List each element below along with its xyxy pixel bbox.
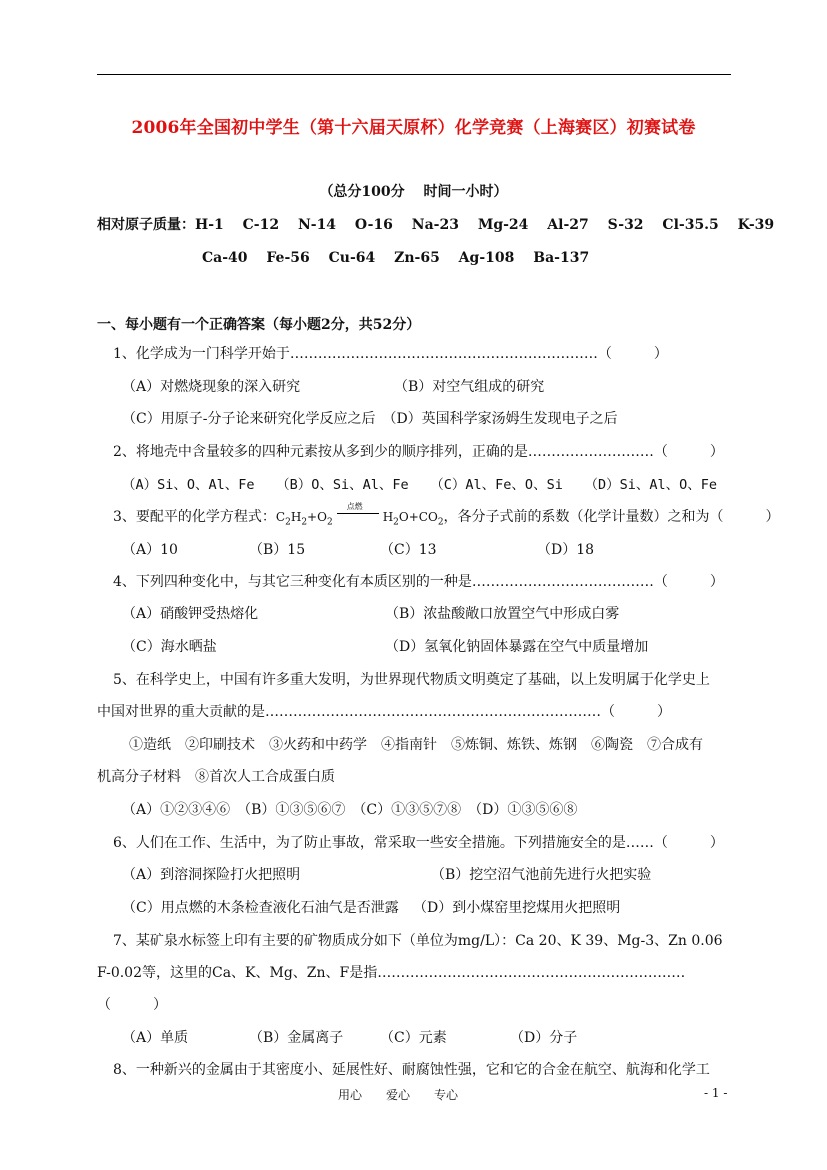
- question-6-option-b: （B）挖空沼气池前先进行火把实验: [431, 867, 652, 883]
- question-7-option-b: （B）金属离子: [249, 1030, 344, 1046]
- question-2-options: （A）Si、O、Al、Fe （B）O、Si、Al、Fe （C）Al、Fe、O、Si （D）Si、Al、O、Fe: [122, 477, 717, 493]
- question-4-option-b: （B）浓盐酸敞口放置空气中形成白雾: [385, 606, 620, 622]
- atomic-mass-line-2: Ca-40 Fe-56 Cu-64 Zn-65 Ag-108 Ba-137: [202, 250, 590, 266]
- question-4-option-a: （A）硝酸钾受热熔化: [122, 606, 259, 622]
- question-3-option-c: （C）13: [380, 542, 437, 558]
- question-4-stem: 4、下列四种变化中，与其它三种变化有本质区别的一种是…………………………………（ ）: [113, 574, 724, 590]
- question-1-option-b: （B）对空气组成的研究: [394, 379, 545, 395]
- question-3-stem-prefix: 3、要配平的化学方程式：: [113, 509, 276, 525]
- question-3-option-a: （A）10: [122, 542, 178, 558]
- question-6-stem: 6、人们在工作、生活中，为了防止事故，常采取一些安全措施。下列措施安全的是……（ ）: [113, 835, 724, 851]
- question-1-stem: 1、化学成为一门科学开始于…………………………………………………………（ ）: [113, 346, 668, 362]
- question-7-option-d: （D）分子: [510, 1030, 578, 1046]
- question-5-options: （A）①②③④⑥ （B）①③⑤⑥⑦ （C）①③⑤⑦⑧ （D）①③⑤⑥⑧: [122, 802, 578, 818]
- page-number: - 1 -: [704, 1086, 728, 1100]
- question-7-stem-line-1: 7、某矿泉水标签上印有主要的矿物质成分如下（单位为mg/L）：Ca 20、K 39、Mg-3、Zn 0.06: [113, 933, 723, 949]
- footer-motto: 用心 爱心 专心: [338, 1088, 459, 1102]
- question-1-option-a: （A）对燃烧现象的深入研究: [122, 379, 301, 395]
- question-3-stem-suffix: ，各分子式前的系数（化学计量数）之和为（ ）: [443, 509, 780, 525]
- question-3-stem: [113, 502, 780, 531]
- header-rule: [97, 74, 731, 75]
- question-7-stem-line-2: F-0.02等，这里的Ca、K、Mg、Zn、F是指…………………………………………………………: [97, 965, 686, 981]
- question-5-stem-line-2: 中国对世界的重大贡献的是………………………………………………………………（ ）: [97, 704, 671, 720]
- question-6-option-d: （D）到小煤窑里挖煤用火把照明: [413, 900, 621, 916]
- reactant-formula: $C_2H_2+O_2$: [275, 510, 333, 528]
- question-8-stem-line-1: 8、一种新兴的金属由于其密度小、延展性好、耐腐蚀性强，它和它的合金在航空、航海和化学工: [113, 1062, 710, 1078]
- question-4-option-d: （D）氢氧化钠固体暴露在空气中质量增加: [385, 639, 649, 655]
- product-formula: $H_2O+CO_2$: [382, 510, 444, 528]
- exam-title: 2006年全国初中学生（第十六届天原杯）化学竞赛（上海赛区）初赛试卷: [131, 118, 696, 138]
- question-1-option-cd: （C）用原子-分子论来研究化学反应之后 （D）英国科学家汤姆生发现电子之后: [122, 411, 618, 427]
- score-time-info: （总分100分 时间一小时）: [319, 184, 508, 200]
- question-6-option-c: （C）用点燃的木条检查液化石油气是否泄露: [122, 900, 399, 916]
- section-heading: 一、每小题有一个正确答案（每小题2分，共52分）: [97, 317, 421, 333]
- question-2-stem: 2、将地壳中含量较多的四种元素按从多到少的顺序排列，正确的是………………………（ ）: [113, 444, 724, 460]
- question-6-option-a: （A）到溶洞探险打火把照明: [122, 867, 301, 883]
- reaction-arrow: [333, 502, 383, 526]
- question-5-items-line-1: ①造纸 ②印刷技术 ③火药和中药学 ④指南针 ⑤炼铜、炼铁、炼钢 ⑥陶瓷 ⑦合成有: [129, 737, 703, 753]
- question-4-option-c: （C）海水晒盐: [122, 639, 217, 655]
- question-7-option-c: （C）元素: [380, 1030, 447, 1046]
- question-3-option-d: （D）18: [537, 542, 595, 558]
- question-5-stem-line-1: 5、在科学史上，中国有许多重大发明，为世界现代物质文明奠定了基础，以上发明属于化学史上: [113, 672, 710, 688]
- question-3-option-b: （B）15: [249, 542, 306, 558]
- question-7-answer-blank: （ ）: [97, 997, 167, 1013]
- question-5-items-line-2: 机高分子材料 ⑧首次人工合成蛋白质: [97, 769, 335, 785]
- atomic-mass-line-1: 相对原子质量：H-1 C-12 N-14 O-16 Na-23 Mg-24 Al-27 S-32 Cl-35.5 K-39: [97, 217, 775, 233]
- question-7-option-a: （A）单质: [122, 1030, 189, 1046]
- ignition-label: 点燃: [346, 502, 363, 511]
